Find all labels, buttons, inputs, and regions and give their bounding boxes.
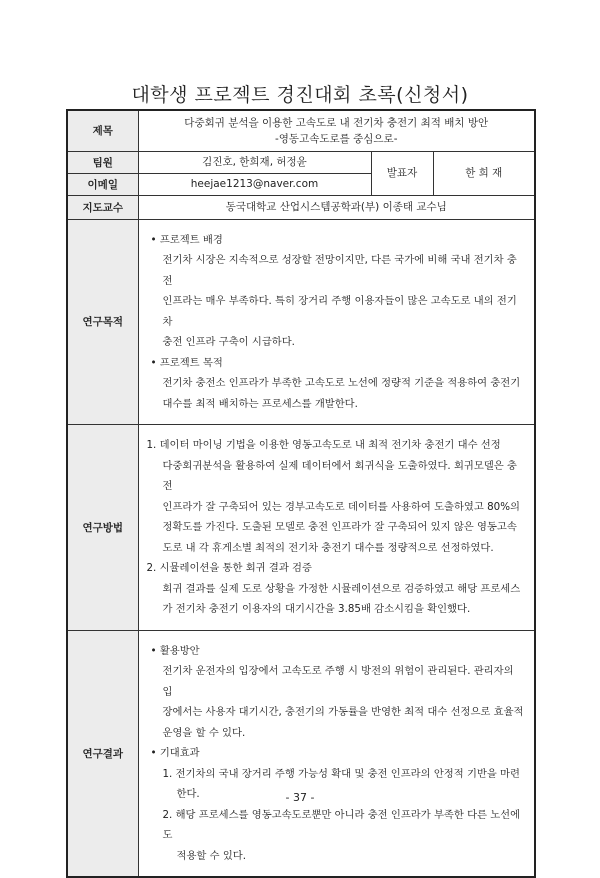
method-paragraph-line: 회귀 결과를 실제 도로 상황을 가정한 시뮬레이션으로 검증하였고 해당 프로세스 [162, 582, 521, 595]
purpose-heading-goal: • 프로젝트 목적 [150, 356, 223, 369]
page-number: - 37 - [285, 791, 315, 804]
purpose-label: 연구목적 [67, 219, 138, 425]
method-heading-2: 2. 시뮬레이션을 통한 회귀 결과 검증 [146, 562, 312, 574]
method-paragraph-line: 정확도를 가진다. 도출된 모델로 충전 인프라가 잘 구축되어 있지 않은 영동고속 [162, 521, 517, 533]
abstract-form [66, 109, 536, 878]
method-content [138, 425, 535, 631]
subject-line-2: -영동고속도로를 중심으로- [275, 132, 398, 145]
purpose-paragraph-line: 전기차 충전소 인프라가 부족한 고속도로 노선에 정량적 기준을 적용하여 충전기 [162, 377, 521, 389]
result-heading-usage: • 활용방안 [150, 644, 200, 657]
method-paragraph-line: 가 전기차 충전기 이용자의 대기시간을 3.85배 감소시킴을 확인했다. [162, 603, 471, 615]
purpose-content [138, 219, 535, 425]
method-paragraph-line: 인프라가 잘 구축되어 있는 경부고속도로 데이터를 사용하여 도출하였고 80%의 [162, 500, 520, 513]
advisor-label: 지도교수 [67, 195, 138, 219]
advisor-value: 동국대학교 산업시스템공학과(부) 이종태 교수님 [138, 195, 535, 219]
presenter-value: 한 희 재 [433, 151, 535, 195]
method-paragraph-line: 다중회귀분석을 활용하여 실제 데이터에서 회귀식을 도출하였다. 회귀모델은 충전 [162, 459, 517, 492]
result-heading-effect: • 기대효과 [150, 747, 200, 759]
purpose-paragraph-line: 전기차 시장은 지속적으로 성장할 전망이지만, 다른 국가에 비해 국내 전기차 충전 [162, 254, 517, 287]
page-title: 대학생 프로젝트 경진대회 초록(신청서) [131, 84, 469, 106]
method-heading-1: 1. 데이터 마이닝 기법을 이용한 영동고속도로 내 최적 전기차 충전기 대수 선정 [146, 439, 501, 451]
result-content [138, 630, 535, 877]
subject-value [138, 110, 535, 151]
email-label: 이메일 [67, 173, 138, 195]
result-label: 연구결과 [67, 630, 138, 877]
result-paragraph-line: 운영을 할 수 있다. [162, 726, 246, 739]
team-label: 팀원 [67, 151, 138, 173]
subject-line-1: 다중회귀 분석을 이용한 고속도로 내 전기차 충전기 최적 배치 방안 [184, 116, 489, 129]
email-value: heejae1213@naver.com [138, 173, 371, 195]
method-label: 연구방법 [67, 425, 138, 631]
purpose-paragraph-line: 대수를 최적 배치하는 프로세스를 개발한다. [162, 397, 358, 410]
purpose-heading-background: • 프로젝트 배경 [150, 233, 223, 246]
presenter-label: 발표자 [371, 151, 433, 195]
result-effect-item-2: 2. 해당 프로세스를 영동고속도로뿐만 아니라 충전 인프라가 부족한 다른 노선에도 [162, 808, 521, 841]
result-paragraph-line: 장에서는 사용자 대기시간, 충전기의 가동률을 반영한 최적 대수 선정으로 효율적 [162, 706, 524, 718]
result-effect-item-1-cont: 한다. [176, 788, 200, 800]
subject-label: 제목 [67, 110, 138, 151]
purpose-paragraph-line: 충전 인프라 구축이 시급하다. [162, 336, 295, 348]
result-effect-item-1: 1. 전기차의 국내 장거리 주행 가능성 확대 및 충전 인프라의 안정적 기반을 마련 [162, 767, 520, 780]
team-value: 김진호, 한희재, 허정윤 [138, 151, 371, 173]
method-paragraph-line: 도로 내 각 휴게소별 최적의 전기차 충전기 대수를 정량적으로 선정하였다. [162, 541, 494, 554]
result-effect-item-2-cont: 적용할 수 있다. [176, 849, 246, 862]
result-paragraph-line: 전기차 운전자의 입장에서 고속도로 주행 시 방전의 위험이 관리된다. 관리자의 입 [162, 665, 514, 698]
purpose-paragraph-line: 인프라는 매우 부족하다. 특히 장거리 주행 이용자들이 많은 고속도로 내의 전기차 [162, 295, 517, 328]
